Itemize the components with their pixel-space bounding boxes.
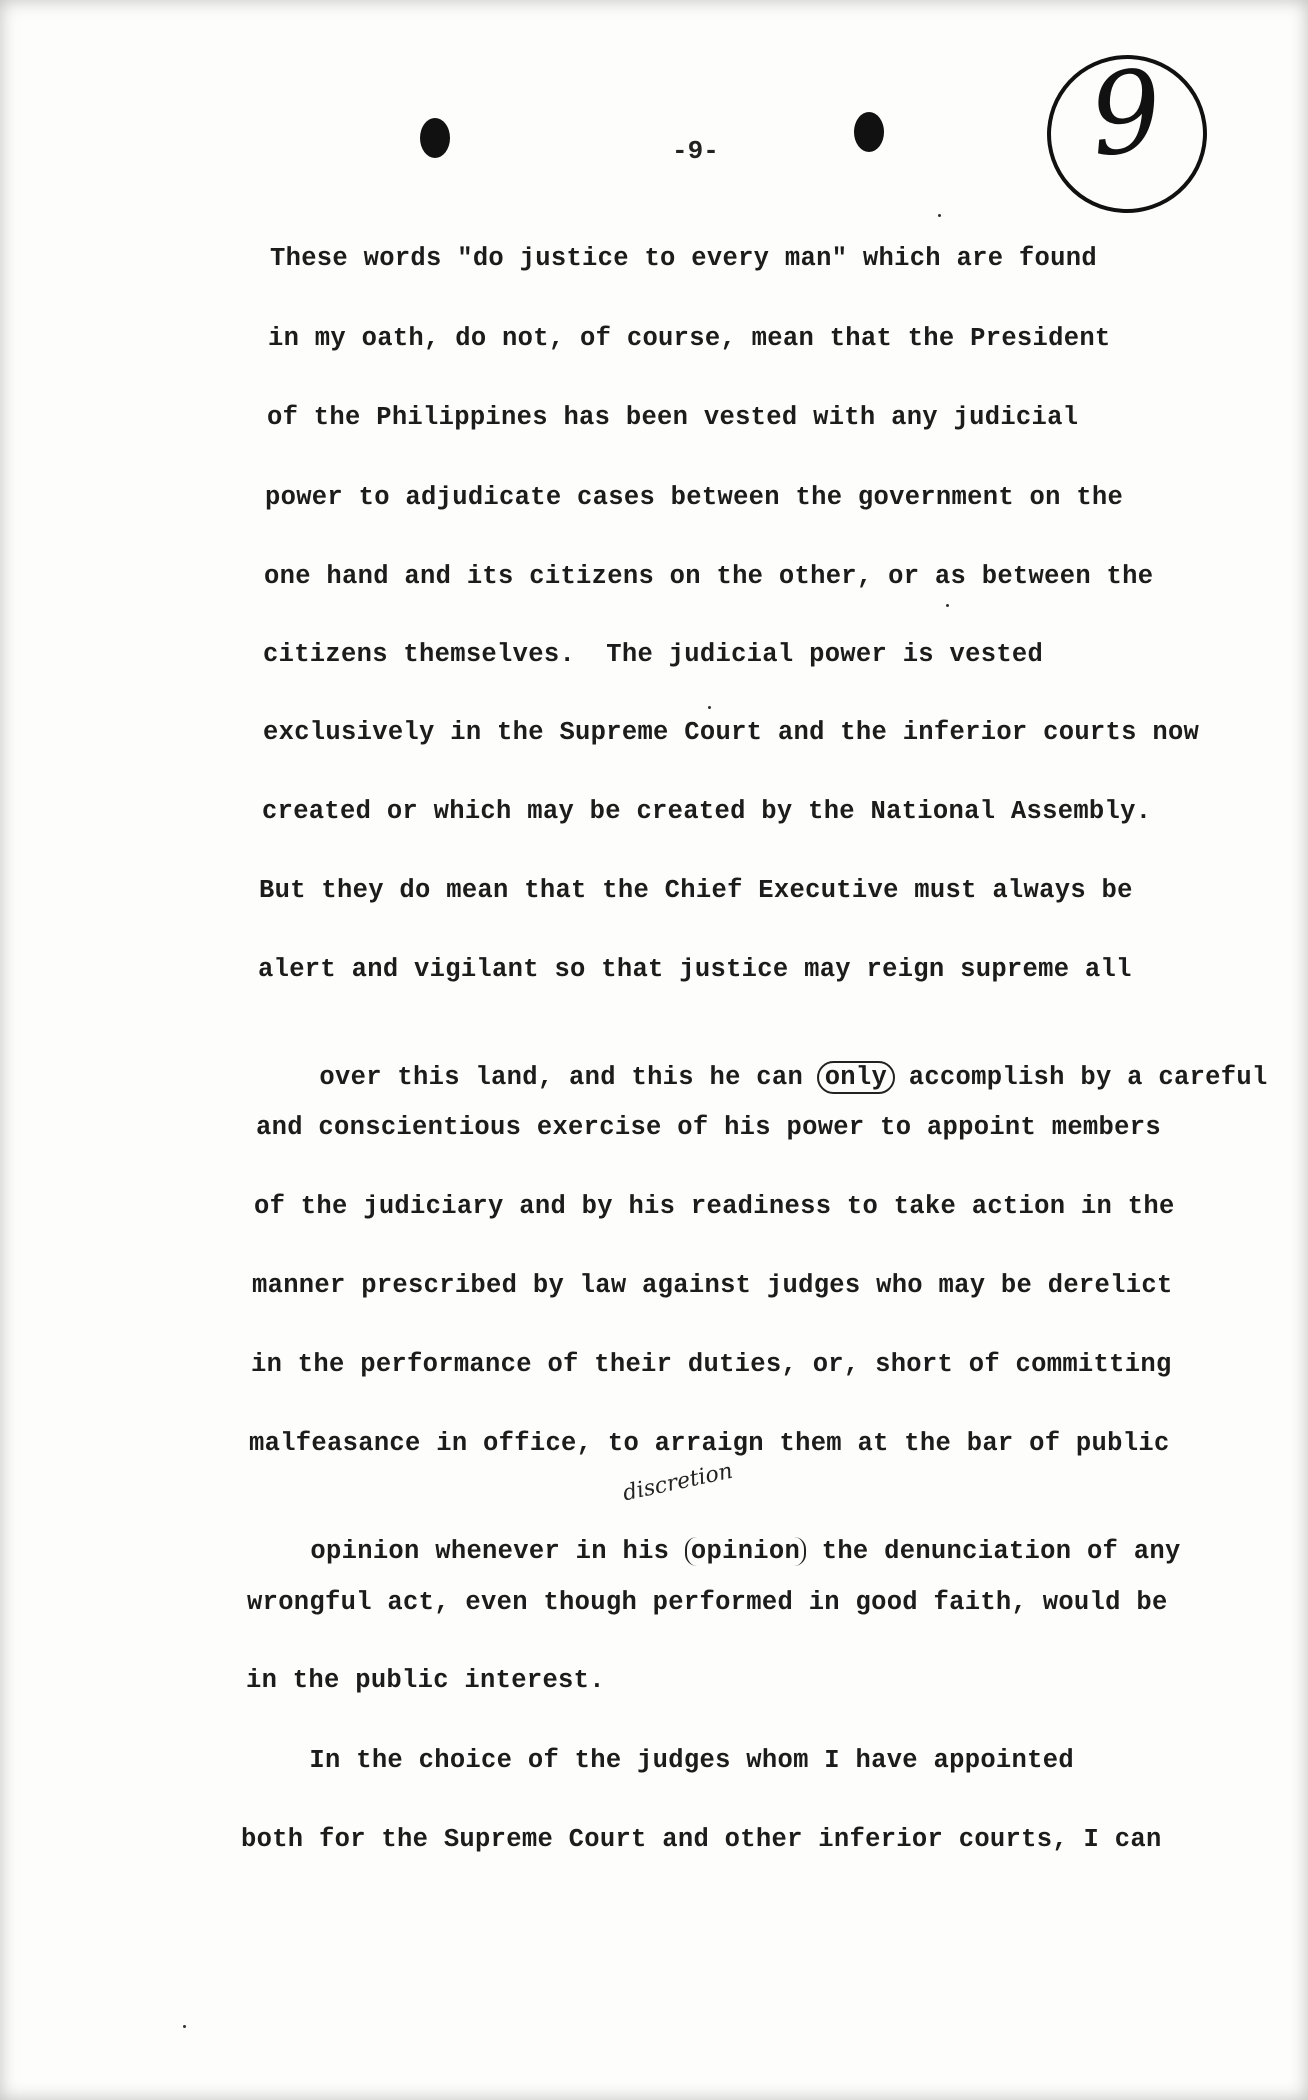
text-line-14: manner prescribed by law against judges who may be derelict	[252, 1271, 1173, 1300]
text-line-8: created or which may be created by the National Assembly.	[262, 797, 1152, 826]
text-line-4: power to adjudicate cases between the government on the	[265, 483, 1124, 512]
text-line-17-end: the denunciation of any	[806, 1537, 1181, 1566]
text-line-15: in the performance of their duties, or, short of committing	[251, 1350, 1172, 1379]
text-line-18: wrongful act, even though performed in good faith, would be	[247, 1588, 1168, 1617]
handwritten-page-number: 9	[1083, 45, 1169, 183]
text-line-11-end: accomplish by a careful	[893, 1063, 1268, 1092]
paper-speck	[938, 214, 941, 217]
text-line-13: of the judiciary and by his readiness to take action in the	[254, 1192, 1175, 1221]
text-line-1: These words "do justice to every man" which are found	[270, 244, 1097, 273]
text-line-11	[257, 1034, 1268, 1121]
text-line-17-start: opinion whenever in his	[310, 1537, 685, 1566]
paper-speck	[183, 2025, 186, 2028]
text-line-16: malfeasance in office, to arraign them at the bar of public	[249, 1429, 1170, 1458]
paper-speck	[946, 604, 949, 607]
paper-speck	[708, 706, 711, 709]
text-line-9: But they do mean that the Chief Executive must always be	[259, 876, 1133, 905]
text-line-20: In the choice of the judges whom I have appointed	[247, 1746, 1074, 1775]
bracketed-word-opinion: opinion	[685, 1537, 806, 1566]
text-line-10: alert and vigilant so that justice may reign supreme all	[258, 955, 1132, 984]
typed-page-number: -9-	[672, 136, 719, 166]
text-line-19: in the public interest.	[246, 1666, 605, 1695]
punch-hole-left	[420, 118, 450, 158]
text-line-3: of the Philippines has been vested with any judicial	[267, 403, 1079, 432]
text-line-5: one hand and its citizens on the other, or as between the	[264, 562, 1154, 591]
circled-word-only: only	[817, 1061, 895, 1094]
text-line-2: in my oath, do not, of course, mean that the President	[268, 324, 1111, 353]
text-line-11-start: over this land, and this he can	[319, 1063, 819, 1092]
text-line-21: both for the Supreme Court and other inferior courts, I can	[241, 1825, 1162, 1854]
text-line-17	[248, 1508, 1181, 1595]
punch-hole-right	[854, 112, 884, 152]
text-line-7: exclusively in the Supreme Court and the inferior courts now	[263, 718, 1200, 747]
handwritten-insertion: discretion	[620, 1458, 735, 1507]
text-line-6: citizens themselves. The judicial power is vested	[263, 640, 1044, 669]
text-line-12: and conscientious exercise of his power to appoint members	[256, 1113, 1161, 1142]
